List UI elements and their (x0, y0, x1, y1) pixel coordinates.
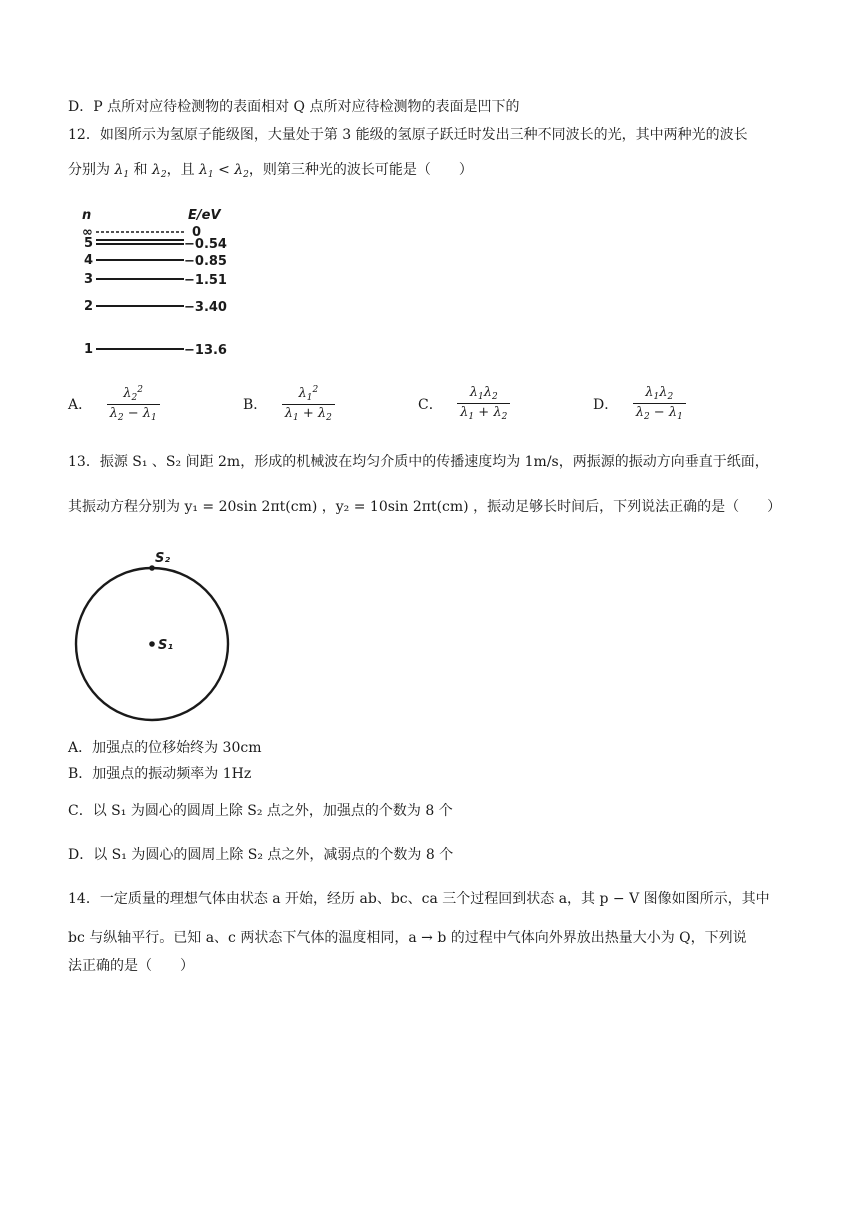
q13-option-d: D．以 S₁ 为圆心的圆周上除 S₂ 点之外，减弱点的个数为 8 个 (68, 847, 454, 863)
q12-option-b: B． $\frac{\lambda_1^2}{\lambda_1 + \lambda_2}$ (243, 385, 335, 423)
lambda-inequality: $\lambda_1 < \lambda_2$ (199, 162, 249, 180)
q12-option-c: C． $\frac{\lambda_1\lambda_2}{\lambda_1 + \lambda_2}$ (418, 385, 510, 422)
level-5-n: 5 (84, 236, 94, 251)
level-5-e: −0.54 (184, 237, 227, 252)
q13-stem-line2: 其振动方程分别为 y₁ = 20sin 2πt(cm) ，y₂ = 10sin 2πt(cm) ，振动足够长时间后，下列说法正确的是（ ） (68, 499, 782, 515)
q13-option-a: A．加强点的位移始终为 30cm (68, 740, 262, 756)
level-3-n: 3 (84, 272, 94, 287)
option-c-formula: $\frac{\lambda_1\lambda_2}{\lambda_1 + \lambda_2}$ (457, 385, 510, 422)
level-inf-e: 0 (192, 225, 202, 240)
q13-option-b: B．加强点的振动频率为 1Hz (68, 766, 252, 782)
q12-option-d: D． $\frac{\lambda_1\lambda_2}{\lambda_2 - \lambda_1}$ (593, 385, 686, 422)
level-3-e: −1.51 (184, 273, 227, 288)
q14-stem-line3: 法正确的是（ ） (68, 958, 194, 974)
level-inf-n: ∞ (82, 225, 93, 240)
level-1-e: −13.6 (184, 343, 227, 358)
level-2-n: 2 (84, 299, 94, 314)
q14-stem-line1: 14．一定质量的理想气体由状态 a 开始，经历 ab、bc、ca 三个过程回到状态 a，其 p − V 图像如图所示，其中 (68, 891, 770, 907)
s2-point (149, 565, 155, 571)
level-4-n: 4 (84, 253, 94, 268)
option-d-formula: $\frac{\lambda_1\lambda_2}{\lambda_2 - \lambda_1}$ (633, 385, 686, 422)
q12-option-a: A． $\frac{\lambda_2^2}{\lambda_2 - \lambda_1}$ (68, 385, 160, 423)
level-1-n: 1 (84, 342, 94, 357)
option-a-formula: $\frac{\lambda_2^2}{\lambda_2 - \lambda_1}$ (107, 385, 160, 423)
q13-stem-line1: 13．振源 S₁ 、S₂ 间距 2m，形成的机械波在均匀介质中的传播速度均为 1m/s，两振源的振动方向垂直于纸面， (68, 454, 769, 470)
s1-label: S₁ (158, 638, 174, 653)
q12-stem-line2: 分别为 $\lambda_1$ 和 $\lambda_2$，且 $\lambda_1 < \lambda_2$，则第三种光的波长可能是（ ） (68, 162, 473, 180)
level-2-e: −3.40 (184, 300, 227, 315)
n-axis-label: n (82, 208, 92, 223)
q13-option-c: C．以 S₁ 为圆心的圆周上除 S₂ 点之外，加强点的个数为 8 个 (68, 803, 453, 819)
lambda1-symbol: $\lambda_1$ (114, 162, 130, 180)
wave-source-circle-diagram (70, 545, 250, 725)
lambda2-symbol: $\lambda_2$ (151, 162, 167, 180)
level-4-e: −0.85 (184, 254, 227, 269)
q14-stem-line2: bc 与纵轴平行。已知 a、c 两状态下气体的温度相同，a → b 的过程中气体向外界放出热量大小为 Q，下列说 (68, 930, 747, 946)
s2-label: S₂ (155, 551, 171, 566)
option-b-formula: $\frac{\lambda_1^2}{\lambda_1 + \lambda_2}$ (282, 385, 335, 423)
q11-option-d: D．P 点所对应待检测物的表面相对 Q 点所对应待检测物的表面是凹下的 (68, 99, 520, 115)
energy-level-diagram (80, 205, 250, 365)
s1-point (149, 641, 155, 647)
q12-stem-line1: 12．如图所示为氢原子能级图，大量处于第 3 能级的氢原子跃迁时发出三种不同波长的光，其中两种光的波长 (68, 127, 748, 143)
energy-axis-label: E/eV (188, 208, 221, 223)
